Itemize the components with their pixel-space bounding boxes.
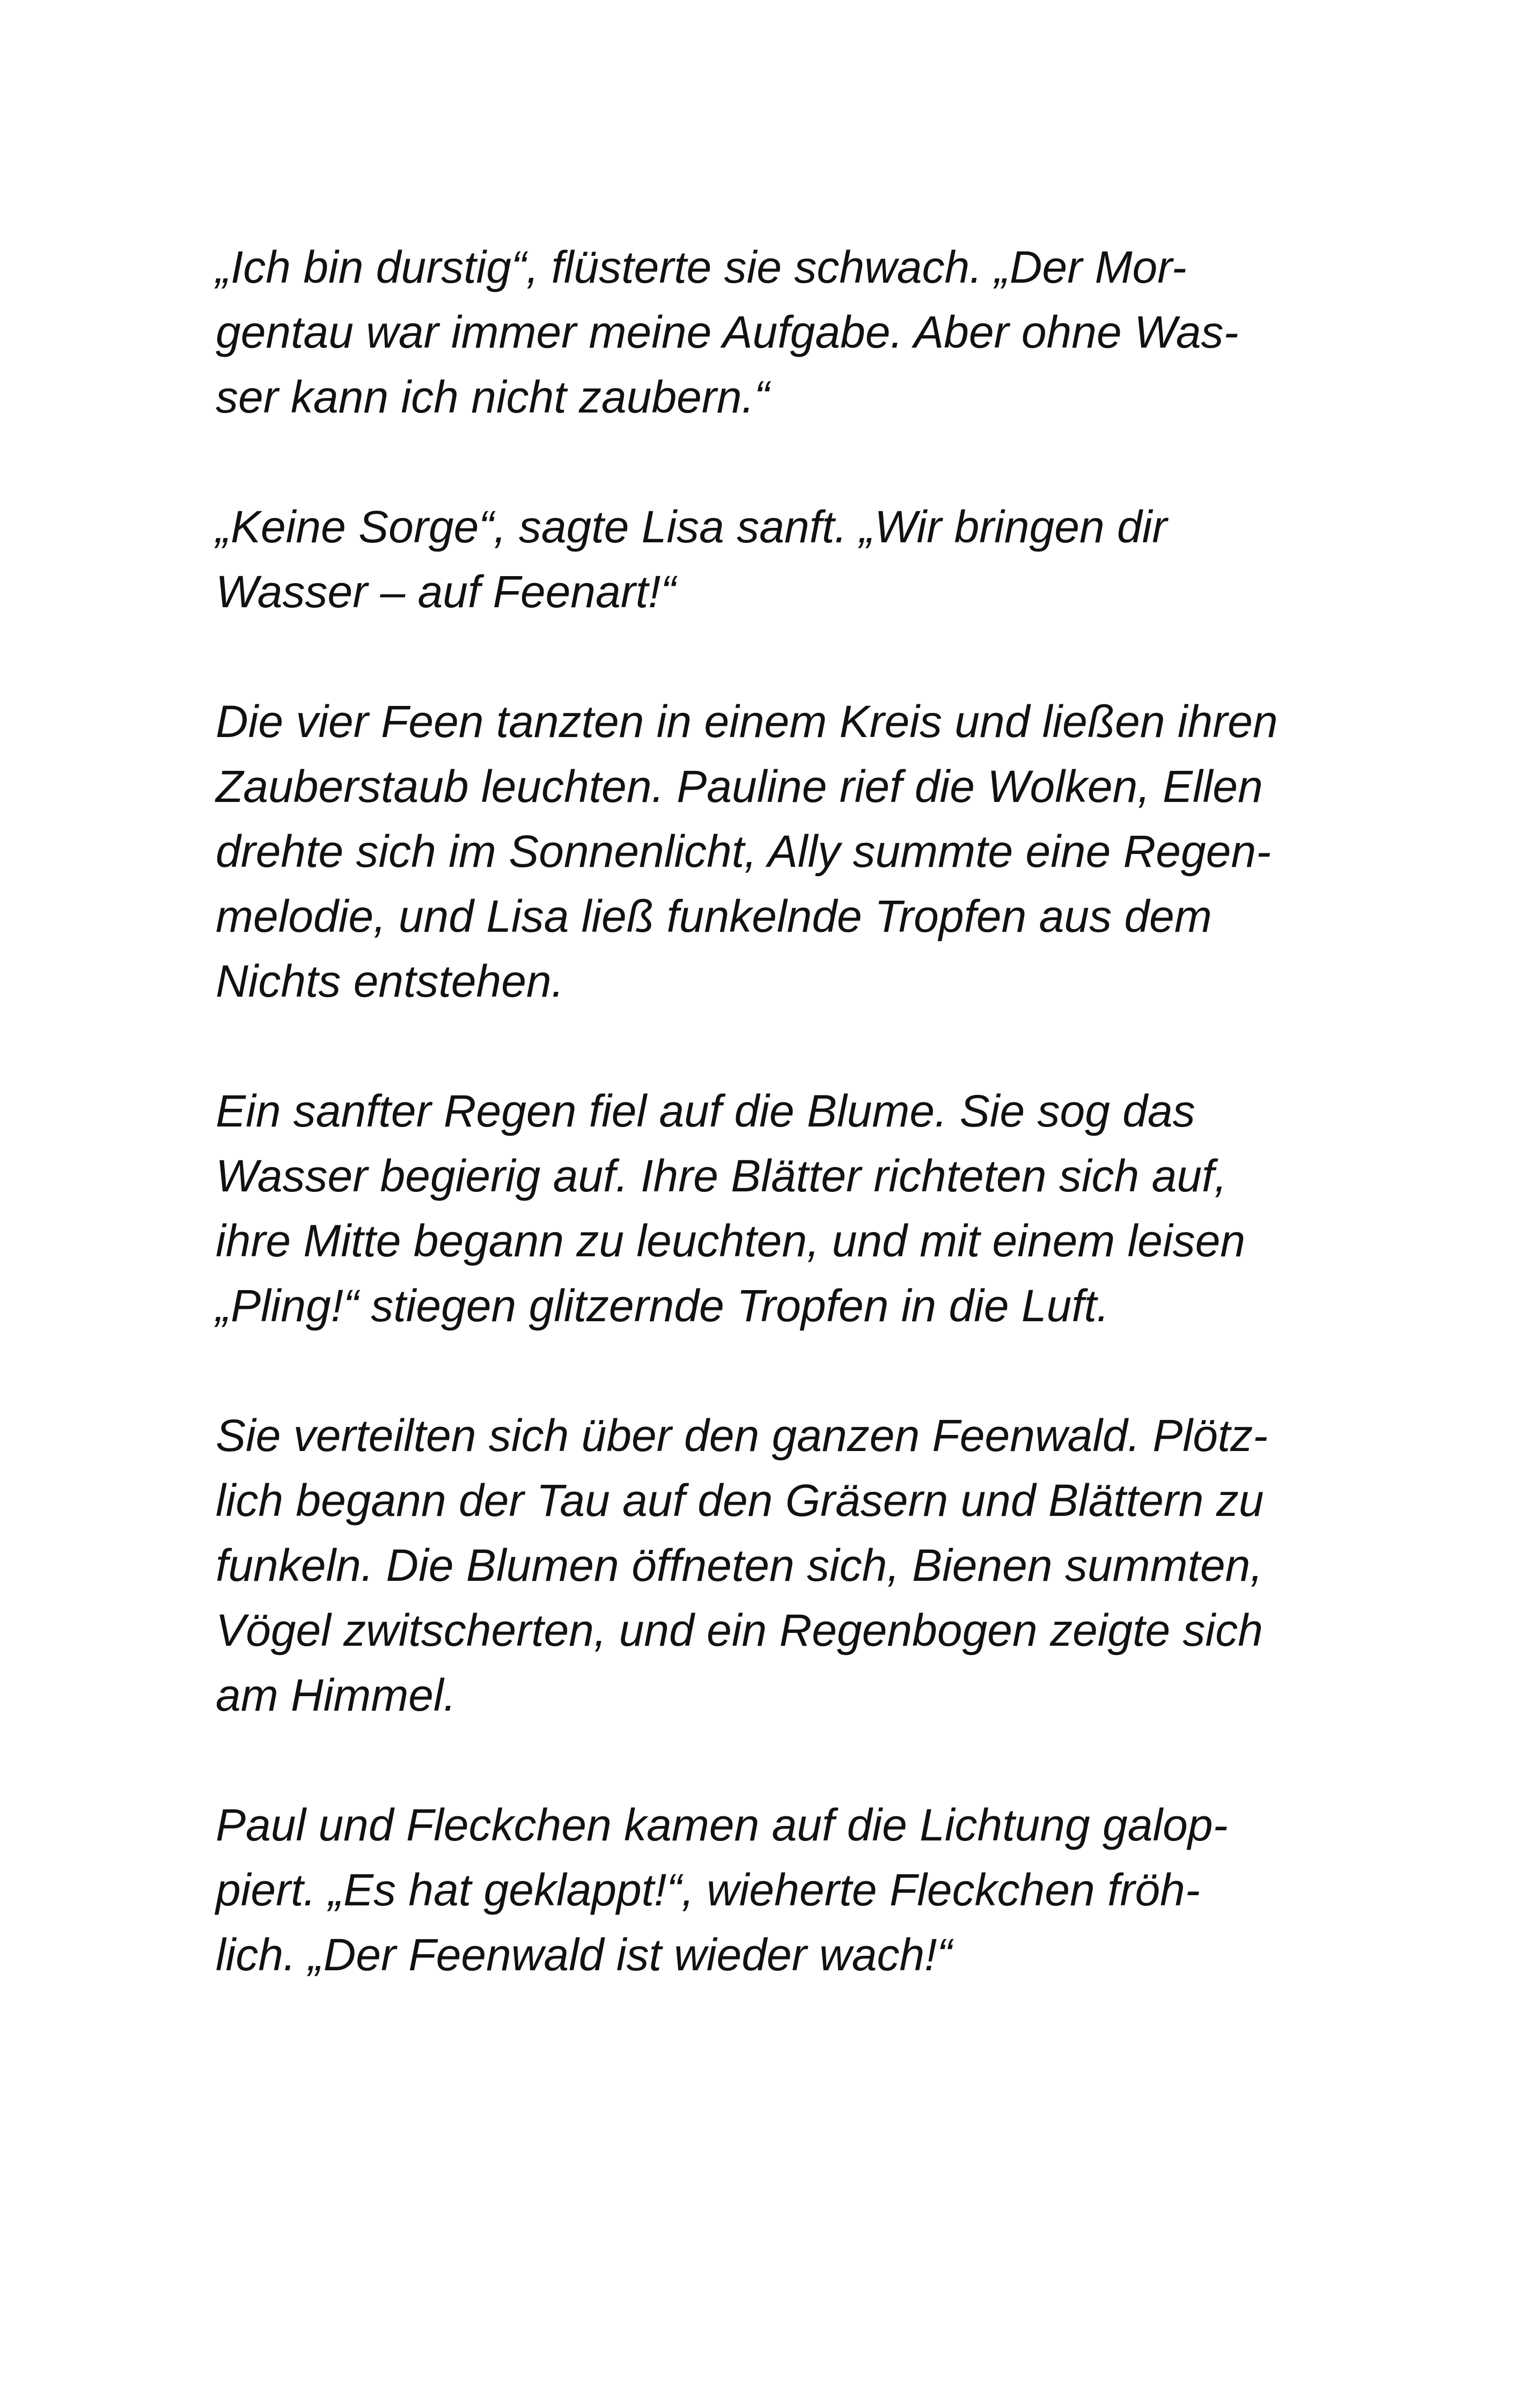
text-line: Wasser – auf Feenart!“	[216, 566, 676, 617]
text-line: „Pling!“ stiegen glitzernde Tropfen in die Luft.	[216, 1280, 1109, 1331]
text-line: Zauberstaub leuchten. Pauline rief die Wolken, Ellen	[216, 761, 1263, 812]
text-line: am Himmel.	[216, 1670, 457, 1720]
text-line: Wasser begierig auf. Ihre Blätter richteten sich auf,	[216, 1151, 1227, 1201]
text-line: Sie verteilten sich über den ganzen Feenwald. Plötz-	[216, 1410, 1268, 1461]
paragraph-2	[216, 495, 1342, 624]
paragraph-5	[216, 1403, 1342, 1728]
text-line: Nichts entstehen.	[216, 956, 564, 1006]
text-line: drehte sich im Sonnenlicht, Ally summte eine Regen-	[216, 826, 1272, 877]
text-line: Ein sanfter Regen fiel auf die Blume. Sie sog das	[216, 1086, 1195, 1136]
text-line: Vögel zwitscherten, und ein Regenbogen zeigte sich	[216, 1605, 1263, 1655]
text-line: „Keine Sorge“, sagte Lisa sanft. „Wir bringen dir	[216, 502, 1167, 552]
text-line: lich. „Der Feenwald ist wieder wach!“	[216, 1930, 952, 1980]
story-text	[216, 235, 1342, 2052]
text-line: gentau war immer meine Aufgabe. Aber ohne Was-	[216, 307, 1239, 357]
text-line: piert. „Es hat geklappt!“, wieherte Fleckchen fröh-	[216, 1865, 1200, 1915]
paragraph-1	[216, 235, 1342, 430]
text-line: ser kann ich nicht zaubern.“	[216, 372, 769, 422]
text-line: lich begann der Tau auf den Gräsern und Blättern zu	[216, 1475, 1264, 1526]
text-line: funkeln. Die Blumen öffneten sich, Bienen summten,	[216, 1540, 1263, 1590]
text-line: Paul und Fleckchen kamen auf die Lichtung galop-	[216, 1800, 1228, 1850]
paragraph-6	[216, 1793, 1342, 1987]
paragraph-4	[216, 1079, 1342, 1338]
text-line: „Ich bin durstig“, flüsterte sie schwach. „Der Mor-	[216, 242, 1187, 292]
text-line: ihre Mitte begann zu leuchten, und mit einem leisen	[216, 1216, 1246, 1266]
text-line: Die vier Feen tanzten in einem Kreis und ließen ihren	[216, 696, 1278, 747]
text-line: melodie, und Lisa ließ funkelnde Tropfen aus dem	[216, 891, 1212, 941]
paragraph-3	[216, 689, 1342, 1014]
